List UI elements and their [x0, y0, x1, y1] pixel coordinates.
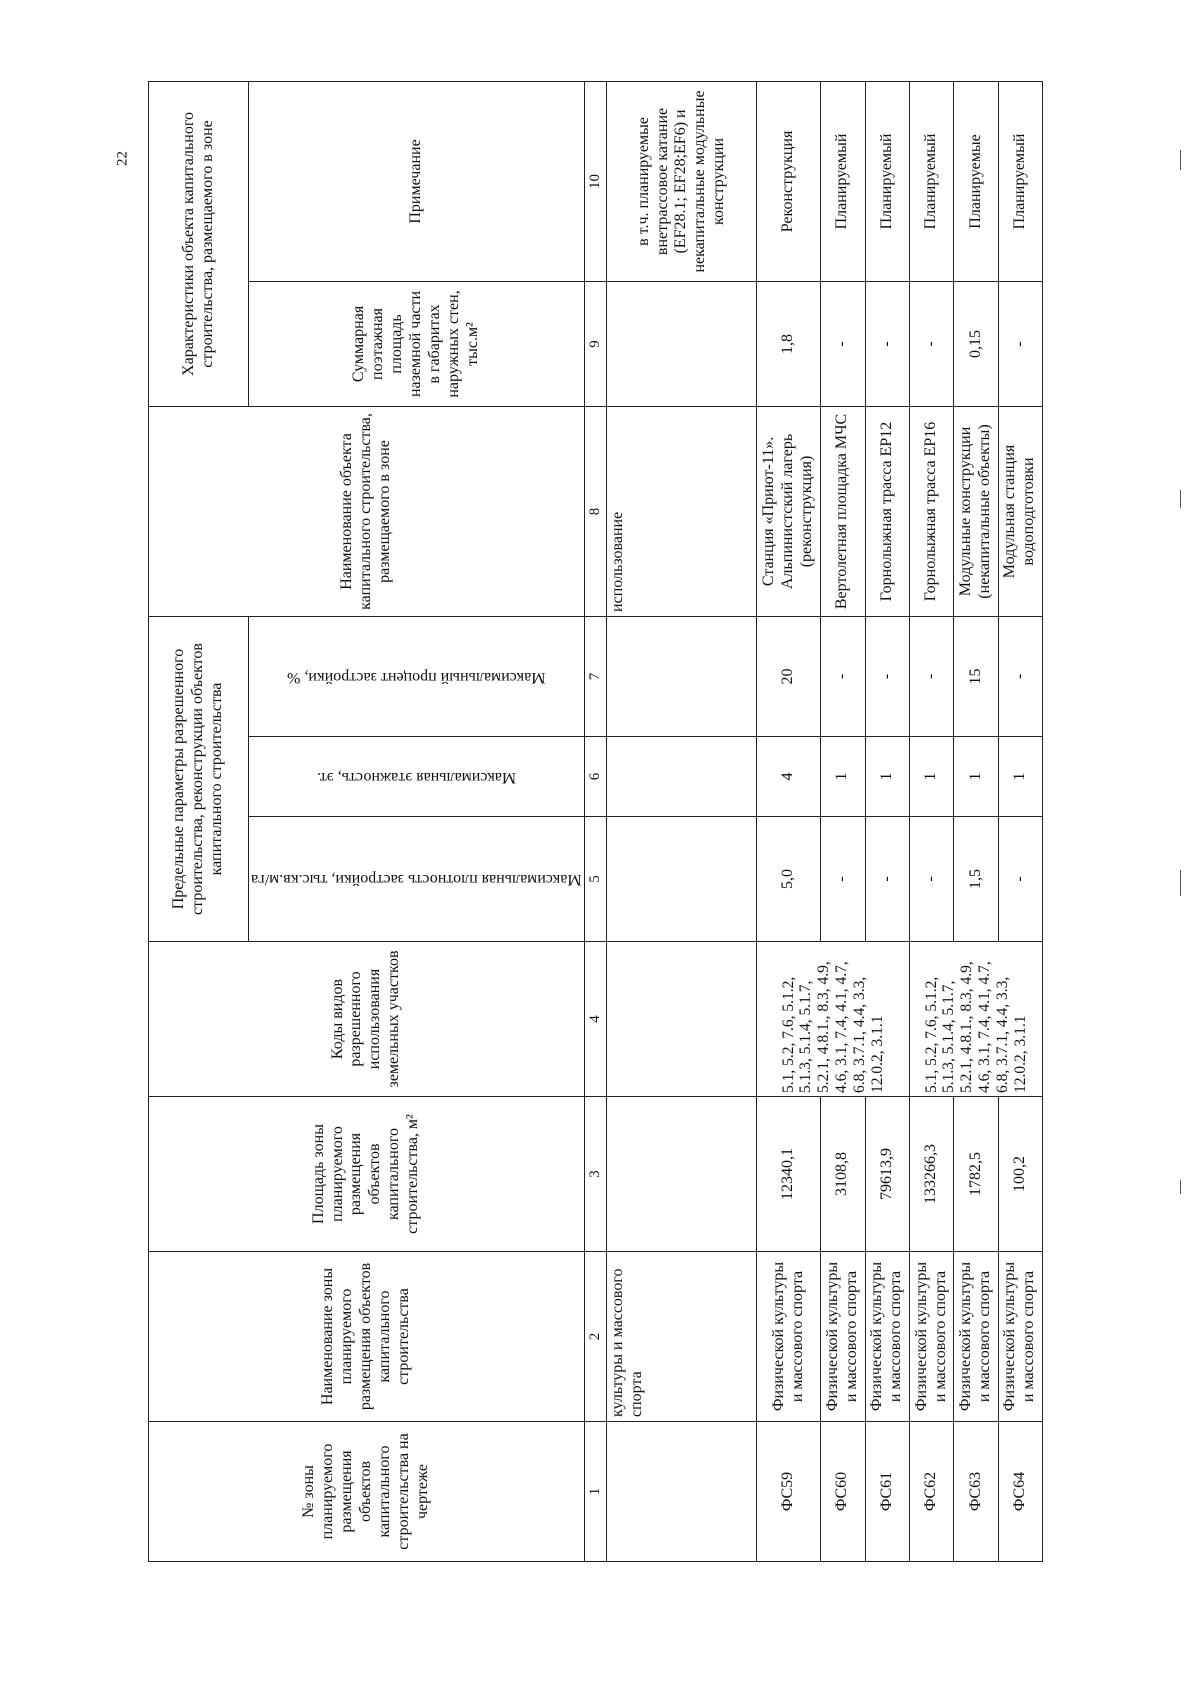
cell-density: -	[998, 817, 1042, 942]
header-zone-number: № зоны планируемого размещения объектов капитального строительства на чертеже	[149, 1422, 585, 1562]
cell-zone-number: ФС64	[998, 1422, 1042, 1562]
header-zone-name: Наименование зоны планируемого размещения объектов капитального строительства	[149, 1252, 585, 1422]
cell-percent: 20	[757, 616, 821, 736]
cell-percent: -	[865, 616, 909, 736]
scan-artifact	[1180, 150, 1181, 170]
header-floor-area: Суммарная поэтажная площадь наземной части в габаритах наружных стен, тыс.м²	[249, 281, 585, 406]
cell-area: 79613,9	[865, 1097, 909, 1252]
cell-note: в т.ч. планируемые внетрассовое катание (EF28.1; EF28;EF6) и некапитальные модульные конструкции	[607, 81, 757, 281]
cell-zone-number: ФС61	[865, 1422, 909, 1562]
cell-object-name: Станция «Приют-11». Альпинистский лагерь (реконструкция)	[757, 406, 821, 616]
cell-area: 133266,3	[909, 1097, 953, 1252]
zones-table	[148, 81, 1043, 1562]
cell-zone-name: Физической культуры и массового спорта	[909, 1252, 953, 1422]
header-use-codes: Коды видов разрешенного использования земельных участков	[149, 942, 585, 1097]
col-number: 4	[584, 942, 607, 1097]
header-zone-area: Площадь зоны планируемого размещения объектов капитального строительства, м²	[149, 1097, 585, 1252]
cell-density: 5,0	[757, 817, 821, 942]
header-object-chars: Характеристики объекта капитального строительства, размещаемого в зоне	[149, 81, 249, 406]
col-number: 10	[584, 81, 607, 281]
scan-artifact	[1180, 490, 1181, 508]
cell-note: Планируемый	[821, 81, 865, 281]
col-number: 1	[584, 1422, 607, 1562]
cell-floor-area: -	[865, 281, 909, 406]
col-number: 3	[584, 1097, 607, 1252]
cell-density: -	[821, 817, 865, 942]
rotated-table-container	[148, 82, 1043, 1562]
cell-floors: 1	[998, 737, 1042, 817]
cell-floors: 1	[954, 737, 998, 817]
header-percent: Максимальный процент застройки, %	[249, 616, 585, 736]
cell-area: 100,2	[998, 1097, 1042, 1252]
col-number: 8	[584, 406, 607, 616]
cell-empty	[607, 817, 757, 942]
header-density: Максимальная плотность застройки, тыс.кв.м/га	[249, 817, 585, 942]
cell-zone-name: Физической культуры и массового спорта	[757, 1252, 821, 1422]
cell-zone-number: ФС59	[757, 1422, 821, 1562]
col-number: 2	[584, 1252, 607, 1422]
col-number: 9	[584, 281, 607, 406]
header-floors: Максимальная этажность, эт.	[249, 737, 585, 817]
cell-percent: 15	[954, 616, 998, 736]
cell-zone-name: Физической культуры и массового спорта	[865, 1252, 909, 1422]
cell-zone-name: Физической культуры и массового спорта	[954, 1252, 998, 1422]
cell-zone-name: культуры и массового спорта	[607, 1252, 757, 1422]
cell-object-name: Горнолыжная трасса EP16	[909, 406, 953, 616]
cell-empty	[607, 942, 757, 1097]
header-limit-params: Предельные параметры разрешенного строительства, реконструкции объектов капитального строительства	[149, 616, 249, 941]
scan-artifact	[1180, 870, 1181, 896]
cell-density: -	[865, 817, 909, 942]
scan-artifact	[1180, 1180, 1181, 1194]
cell-floors: 1	[821, 737, 865, 817]
cell-object-name: Вертолетная площадка МЧС	[821, 406, 865, 616]
cell-zone-name: Физической культуры и массового спорта	[998, 1252, 1042, 1422]
cell-empty	[607, 616, 757, 736]
cell-floor-area: 1,8	[757, 281, 821, 406]
cell-floors: 4	[757, 737, 821, 817]
cell-note: Планируемый	[865, 81, 909, 281]
header-object-name: Наименование объекта капитального строительства, размещаемого в зоне	[149, 406, 585, 616]
cell-density: 1,5	[954, 817, 998, 942]
column-numbers-row	[584, 81, 607, 1561]
cell-floors: 1	[865, 737, 909, 817]
cell-empty	[607, 737, 757, 817]
cell-floors: 1	[909, 737, 953, 817]
cell-zone-name: Физической культуры и массового спорта	[821, 1252, 865, 1422]
col-number: 6	[584, 737, 607, 817]
table-row	[954, 81, 998, 1561]
page-number: 22	[114, 151, 131, 166]
cell-empty	[607, 281, 757, 406]
cell-percent: -	[998, 616, 1042, 736]
cell-percent: -	[909, 616, 953, 736]
cell-percent: -	[821, 616, 865, 736]
cell-use-codes: 5.1, 5.2, 7.6, 5.1.2, 5.1.3, 5.1.4, 5.1.7, 5.2.1, 4.8.1., 8.3, 4.9, 4.6, 3.1, 7.4, 4.1, 4.7, 6.8, 3.7.1, 4.4, 3.3, 12.0.2, 3.1.1	[757, 942, 910, 1097]
table-row	[865, 81, 909, 1561]
cell-floor-area: -	[821, 281, 865, 406]
cell-floor-area: 0,15	[954, 281, 998, 406]
cell-empty	[607, 1097, 757, 1252]
table-row	[821, 81, 865, 1561]
table-row	[757, 81, 821, 1561]
cell-zone-number: ФС63	[954, 1422, 998, 1562]
cell-area: 3108,8	[821, 1097, 865, 1252]
col-number: 7	[584, 616, 607, 736]
table-row	[998, 81, 1042, 1561]
cell-floor-area: -	[998, 281, 1042, 406]
cell-zone-number: ФС62	[909, 1422, 953, 1562]
header-note: Примечание	[249, 81, 585, 281]
cell-note: Реконструкция	[757, 81, 821, 281]
cell-object-name: использование	[607, 406, 757, 616]
cell-note: Планируемые	[954, 81, 998, 281]
cell-density: -	[909, 817, 953, 942]
cell-use-codes: 5.1, 5.2, 7.6, 5.1.2, 5.1.3, 5.1.4, 5.1.7, 5.2.1, 4.8.1., 8.3, 4.9, 4.6, 3.1, 7.4, 4.1, 4.7, 6.8, 3.7.1, 4.4, 3.3, 12.0.2, 3.1.1	[909, 942, 1042, 1097]
cell-zone-number: ФС60	[821, 1422, 865, 1562]
continuation-row	[607, 81, 757, 1561]
cell-object-name: Горнолыжная трасса EP12	[865, 406, 909, 616]
cell-object-name: Модульная станция водоподготовки	[998, 406, 1042, 616]
cell-floor-area: -	[909, 281, 953, 406]
cell-note: Планируемый	[998, 81, 1042, 281]
cell-area: 1782,5	[954, 1097, 998, 1252]
col-number: 5	[584, 817, 607, 942]
cell-note: Планируемый	[909, 81, 953, 281]
cell-object-name: Модульные конструкции (некапитальные объекты)	[954, 406, 998, 616]
cell-empty	[607, 1422, 757, 1562]
cell-area: 12340,1	[757, 1097, 821, 1252]
table-row	[909, 81, 953, 1561]
